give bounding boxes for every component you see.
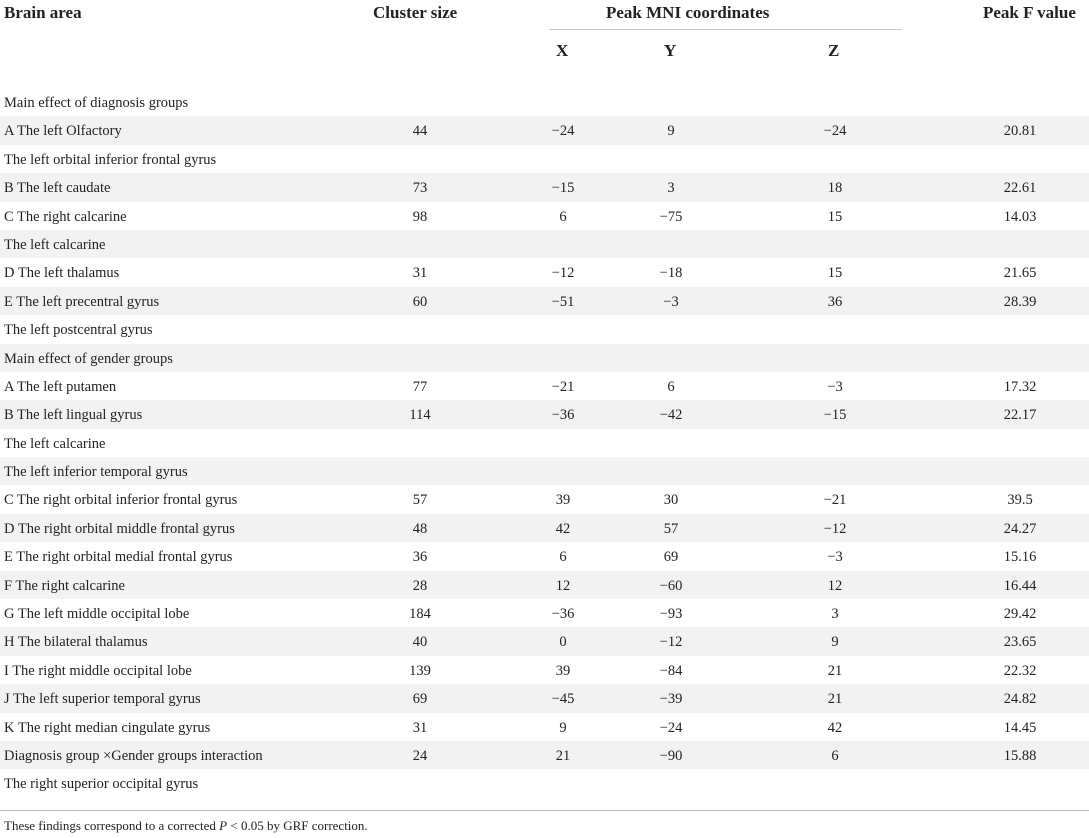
cell-cluster-size: 31: [412, 265, 428, 282]
table-row: [0, 429, 1089, 457]
cell-y: −24: [659, 719, 683, 736]
cell-z: 9: [831, 634, 839, 651]
cell-peak-f: 15.16: [1003, 549, 1037, 566]
cell-y: −93: [659, 606, 683, 623]
table-row: [0, 372, 1089, 400]
cell-brain-area: A The left putamen: [4, 378, 117, 395]
cell-brain-area: F The right calcarine: [4, 577, 125, 594]
cell-peak-f: 22.61: [1003, 180, 1037, 197]
footnote-p-symbol: P: [219, 818, 228, 833]
cell-peak-f: 20.81: [1003, 123, 1037, 140]
table-row: [0, 88, 1089, 116]
cell-z: −24: [823, 123, 847, 140]
cell-brain-area: The left calcarine: [4, 435, 106, 452]
cell-cluster-size: 77: [412, 378, 428, 395]
cell-cluster-size: 60: [412, 293, 428, 310]
table-row: [0, 315, 1089, 343]
cell-cluster-size: 98: [412, 208, 428, 225]
cell-z: 36: [827, 293, 843, 310]
cell-y: 9: [667, 123, 675, 140]
table-row: [0, 769, 1089, 797]
cell-z: −21: [823, 492, 847, 509]
cell-cluster-size: 69: [412, 691, 428, 708]
cell-peak-f: 17.32: [1003, 378, 1037, 395]
cell-peak-f: 24.27: [1003, 520, 1037, 537]
cell-cluster-size: 184: [409, 606, 431, 623]
cell-x: 12: [555, 577, 571, 594]
header-y: Y: [664, 41, 677, 60]
cell-y: −42: [659, 407, 683, 424]
table-row: [0, 400, 1089, 428]
cell-x: −24: [551, 123, 575, 140]
cell-brain-area: The left calcarine: [4, 236, 106, 253]
cell-y: −60: [659, 577, 683, 594]
cell-peak-f: 22.17: [1003, 407, 1037, 424]
cell-x: −45: [551, 691, 575, 708]
cell-y: −84: [659, 662, 683, 679]
cell-cluster-size: 36: [412, 549, 428, 566]
footnote-text-before: These findings correspond to a corrected: [4, 818, 220, 833]
cell-peak-f: 22.32: [1003, 662, 1037, 679]
table-footnote: [4, 818, 368, 834]
cell-brain-area: The left inferior temporal gyrus: [4, 464, 188, 481]
table-row: [0, 116, 1089, 144]
cell-cluster-size: 114: [409, 407, 431, 424]
cell-brain-area: Main effect of gender groups: [4, 350, 173, 367]
cell-brain-area: A The left Olfactory: [4, 123, 122, 140]
cell-y: −90: [659, 747, 683, 764]
cell-brain-area: The left postcentral gyrus: [4, 322, 153, 339]
cell-x: 0: [559, 634, 567, 651]
cell-y: 3: [667, 180, 675, 197]
table-row: [0, 656, 1089, 684]
cell-brain-area: K The right median cingulate gyrus: [4, 719, 211, 736]
cell-z: −12: [823, 520, 847, 537]
cell-brain-area: D The right orbital middle frontal gyrus: [4, 520, 235, 537]
header-x: X: [556, 41, 569, 60]
table-row: [0, 627, 1089, 655]
table-row: [0, 145, 1089, 173]
table-row: [0, 258, 1089, 286]
header-brain-area: Brain area: [4, 3, 82, 22]
table-row: [0, 485, 1089, 513]
cell-y: 6: [667, 378, 675, 395]
cell-z: −15: [823, 407, 847, 424]
footnote-text-after: < 0.05 by GRF correction.: [227, 818, 368, 833]
cell-x: −15: [551, 180, 575, 197]
cell-z: 18: [827, 180, 843, 197]
cell-peak-f: 15.88: [1003, 747, 1037, 764]
cell-cluster-size: 24: [412, 747, 428, 764]
cell-brain-area: C The right calcarine: [4, 208, 127, 225]
cell-x: 6: [559, 549, 567, 566]
cell-brain-area: Main effect of diagnosis groups: [4, 95, 189, 111]
cell-y: −12: [659, 634, 683, 651]
table-row: [0, 571, 1089, 599]
cell-peak-f: 39.5: [1007, 492, 1033, 509]
cell-brain-area: G The left middle occipital lobe: [4, 606, 190, 623]
table-row: [0, 173, 1089, 201]
cell-y: 69: [663, 549, 679, 566]
cell-brain-area: The left orbital inferior frontal gyrus: [4, 151, 217, 168]
table-header: [0, 0, 1089, 88]
cell-peak-f: 28.39: [1003, 293, 1037, 310]
cell-y: −39: [659, 691, 683, 708]
header-cluster-size: Cluster size: [373, 3, 458, 22]
cell-x: −36: [551, 606, 575, 623]
cell-x: 39: [555, 492, 571, 509]
cell-z: 6: [831, 747, 839, 764]
cell-brain-area: J The left superior temporal gyrus: [4, 691, 201, 708]
table-row: [0, 514, 1089, 542]
cell-peak-f: 16.44: [1003, 577, 1037, 594]
cell-z: 21: [827, 662, 843, 679]
header-z: Z: [828, 41, 840, 60]
cell-cluster-size: 57: [412, 492, 428, 509]
cell-x: 39: [555, 662, 571, 679]
cell-peak-f: 14.45: [1003, 719, 1037, 736]
cell-peak-f: 29.42: [1003, 606, 1037, 623]
cell-y: 30: [663, 492, 679, 509]
cell-x: −21: [551, 378, 575, 395]
cell-z: 42: [827, 719, 843, 736]
table-row: [0, 230, 1089, 258]
cell-cluster-size: 139: [409, 662, 431, 679]
table-body: [0, 88, 1089, 798]
cell-y: 57: [663, 520, 679, 537]
cell-z: 15: [827, 208, 843, 225]
cell-cluster-size: 31: [412, 719, 428, 736]
cell-brain-area: B The left lingual gyrus: [4, 407, 143, 424]
cell-peak-f: 24.82: [1003, 691, 1037, 708]
cell-brain-area: D The left thalamus: [4, 265, 120, 282]
cell-x: 21: [555, 747, 571, 764]
cell-brain-area: H The bilateral thalamus: [4, 634, 148, 651]
cell-x: 42: [555, 520, 571, 537]
cell-z: 12: [827, 577, 843, 594]
cell-brain-area: Diagnosis group ×Gender groups interaction: [4, 747, 263, 764]
cell-cluster-size: 44: [412, 123, 428, 140]
cell-peak-f: 21.65: [1003, 265, 1037, 282]
cell-x: 6: [559, 208, 567, 225]
cell-x: −12: [551, 265, 575, 282]
header-divider: [549, 29, 902, 30]
cell-z: −3: [827, 549, 843, 566]
cell-x: −36: [551, 407, 575, 424]
cell-cluster-size: 73: [412, 180, 428, 197]
table-row: [0, 542, 1089, 570]
cell-x: −51: [551, 293, 575, 310]
cell-brain-area: The right superior occipital gyrus: [4, 776, 199, 793]
cell-cluster-size: 40: [412, 634, 428, 651]
cell-z: 21: [827, 691, 843, 708]
table-row: [0, 344, 1089, 372]
cell-peak-f: 23.65: [1003, 634, 1037, 651]
header-peak-f-value: Peak F value: [983, 3, 1076, 22]
table-row: [0, 202, 1089, 230]
cell-y: −3: [663, 293, 679, 310]
cell-peak-f: 14.03: [1003, 208, 1037, 225]
cell-cluster-size: 48: [412, 520, 428, 537]
table-row: [0, 287, 1089, 315]
cell-z: −3: [827, 378, 843, 395]
cell-brain-area: E The left precentral gyrus: [4, 293, 160, 310]
cell-brain-area: C The right orbital inferior frontal gyrus: [4, 492, 238, 509]
table-row: [0, 457, 1089, 485]
cell-z: 3: [831, 606, 839, 623]
header-peak-mni-coordinates: Peak MNI coordinates: [606, 3, 770, 22]
cell-y: −18: [659, 265, 683, 282]
table-row: [0, 713, 1089, 741]
cell-brain-area: B The left caudate: [4, 180, 111, 197]
cell-z: 15: [827, 265, 843, 282]
cell-y: −75: [659, 208, 683, 225]
cell-cluster-size: 28: [412, 577, 428, 594]
table-row: [0, 684, 1089, 712]
cell-brain-area: E The right orbital medial frontal gyrus: [4, 549, 233, 566]
cell-brain-area: I The right middle occipital lobe: [4, 662, 192, 679]
table-row: [0, 741, 1089, 769]
table-row: [0, 599, 1089, 627]
cell-x: 9: [559, 719, 567, 736]
footer-divider: [0, 810, 1089, 811]
